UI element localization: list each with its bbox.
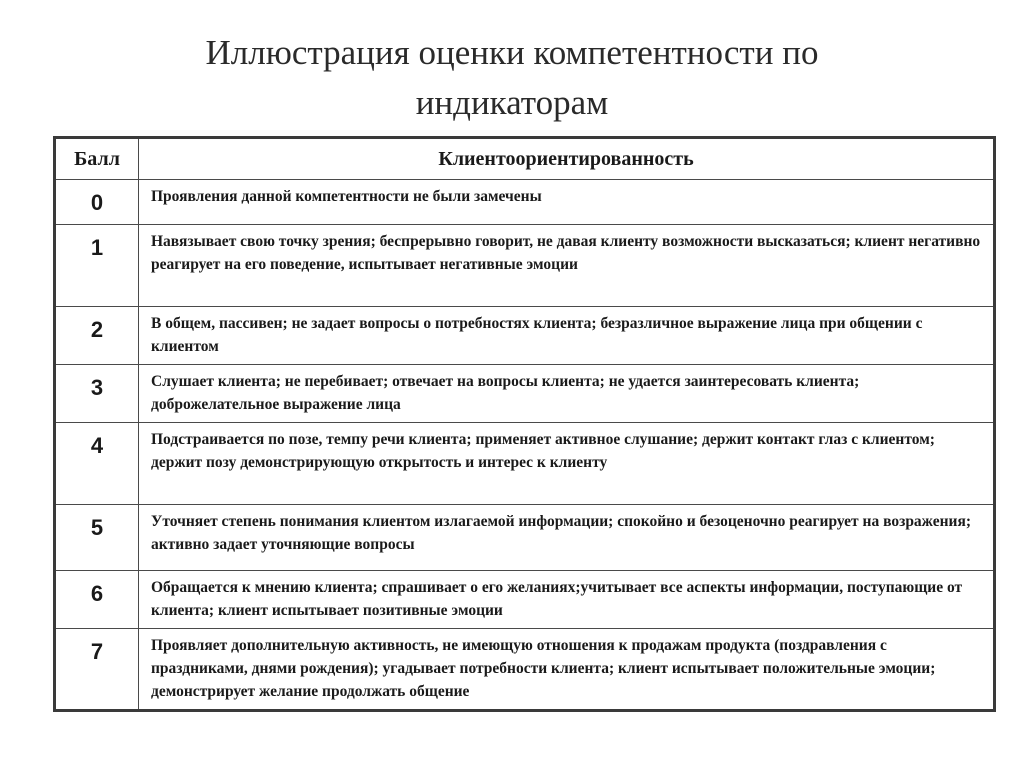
description-cell: Проявляет дополнительную активность, не имеющую отношения к продажам продукта (поздравления с праздниками, днями рождения); угадывает потребности клиента; клиент испытывает положительные эмоции; демонстрирует желание продолжать общение bbox=[139, 629, 995, 711]
score-cell: 2 bbox=[55, 307, 139, 365]
table-row bbox=[55, 423, 995, 505]
table-row bbox=[55, 505, 995, 571]
competency-table-container bbox=[53, 136, 996, 712]
description-cell: Навязывает свою точку зрения; беспрерывно говорит, не давая клиенту возможности высказаться; клиент негативно реагирует на его поведение, испытывает негативные эмоции bbox=[139, 225, 995, 307]
score-cell: 6 bbox=[55, 571, 139, 629]
competency-table bbox=[53, 136, 996, 712]
description-cell: Проявления данной компетентности не были замечены bbox=[139, 180, 995, 225]
score-cell: 1 bbox=[55, 225, 139, 307]
table-row bbox=[55, 365, 995, 423]
table-row bbox=[55, 225, 995, 307]
table-row bbox=[55, 307, 995, 365]
header-score: Балл bbox=[55, 138, 139, 180]
table-row bbox=[55, 180, 995, 225]
score-cell: 4 bbox=[55, 423, 139, 505]
description-cell: В общем, пассивен; не задает вопросы о потребностях клиента; безразличное выражение лица при общении с клиентом bbox=[139, 307, 995, 365]
score-cell: 0 bbox=[55, 180, 139, 225]
score-cell: 5 bbox=[55, 505, 139, 571]
table-header-row bbox=[55, 138, 995, 180]
title-line-2: индикаторам bbox=[415, 83, 609, 122]
description-cell: Уточняет степень понимания клиентом излагаемой информации; спокойно и безоценочно реагирует на возражения; активно задает уточняющие вопросы bbox=[139, 505, 995, 571]
description-cell: Слушает клиента; не перебивает; отвечает на вопросы клиента; не удается заинтересовать клиента; доброжелательное выражение лица bbox=[139, 365, 995, 423]
description-cell: Обращается к мнению клиента; спрашивает о его желаниях;учитывает все аспекты информации, поступающие от клиента; клиент испытывает позитивные эмоции bbox=[139, 571, 995, 629]
table-row bbox=[55, 629, 995, 711]
header-competency: Клиентоориентированность bbox=[139, 138, 995, 180]
title-line-1: Иллюстрация оценки компетентности по bbox=[205, 33, 819, 72]
description-cell: Подстраивается по позе, темпу речи клиента; применяет активное слушание; держит контакт глаз с клиентом; держит позу демонстрирующую открытость и интерес к клиенту bbox=[139, 423, 995, 505]
score-cell: 3 bbox=[55, 365, 139, 423]
score-cell: 7 bbox=[55, 629, 139, 711]
table-row bbox=[55, 571, 995, 629]
page-title bbox=[0, 28, 1024, 128]
